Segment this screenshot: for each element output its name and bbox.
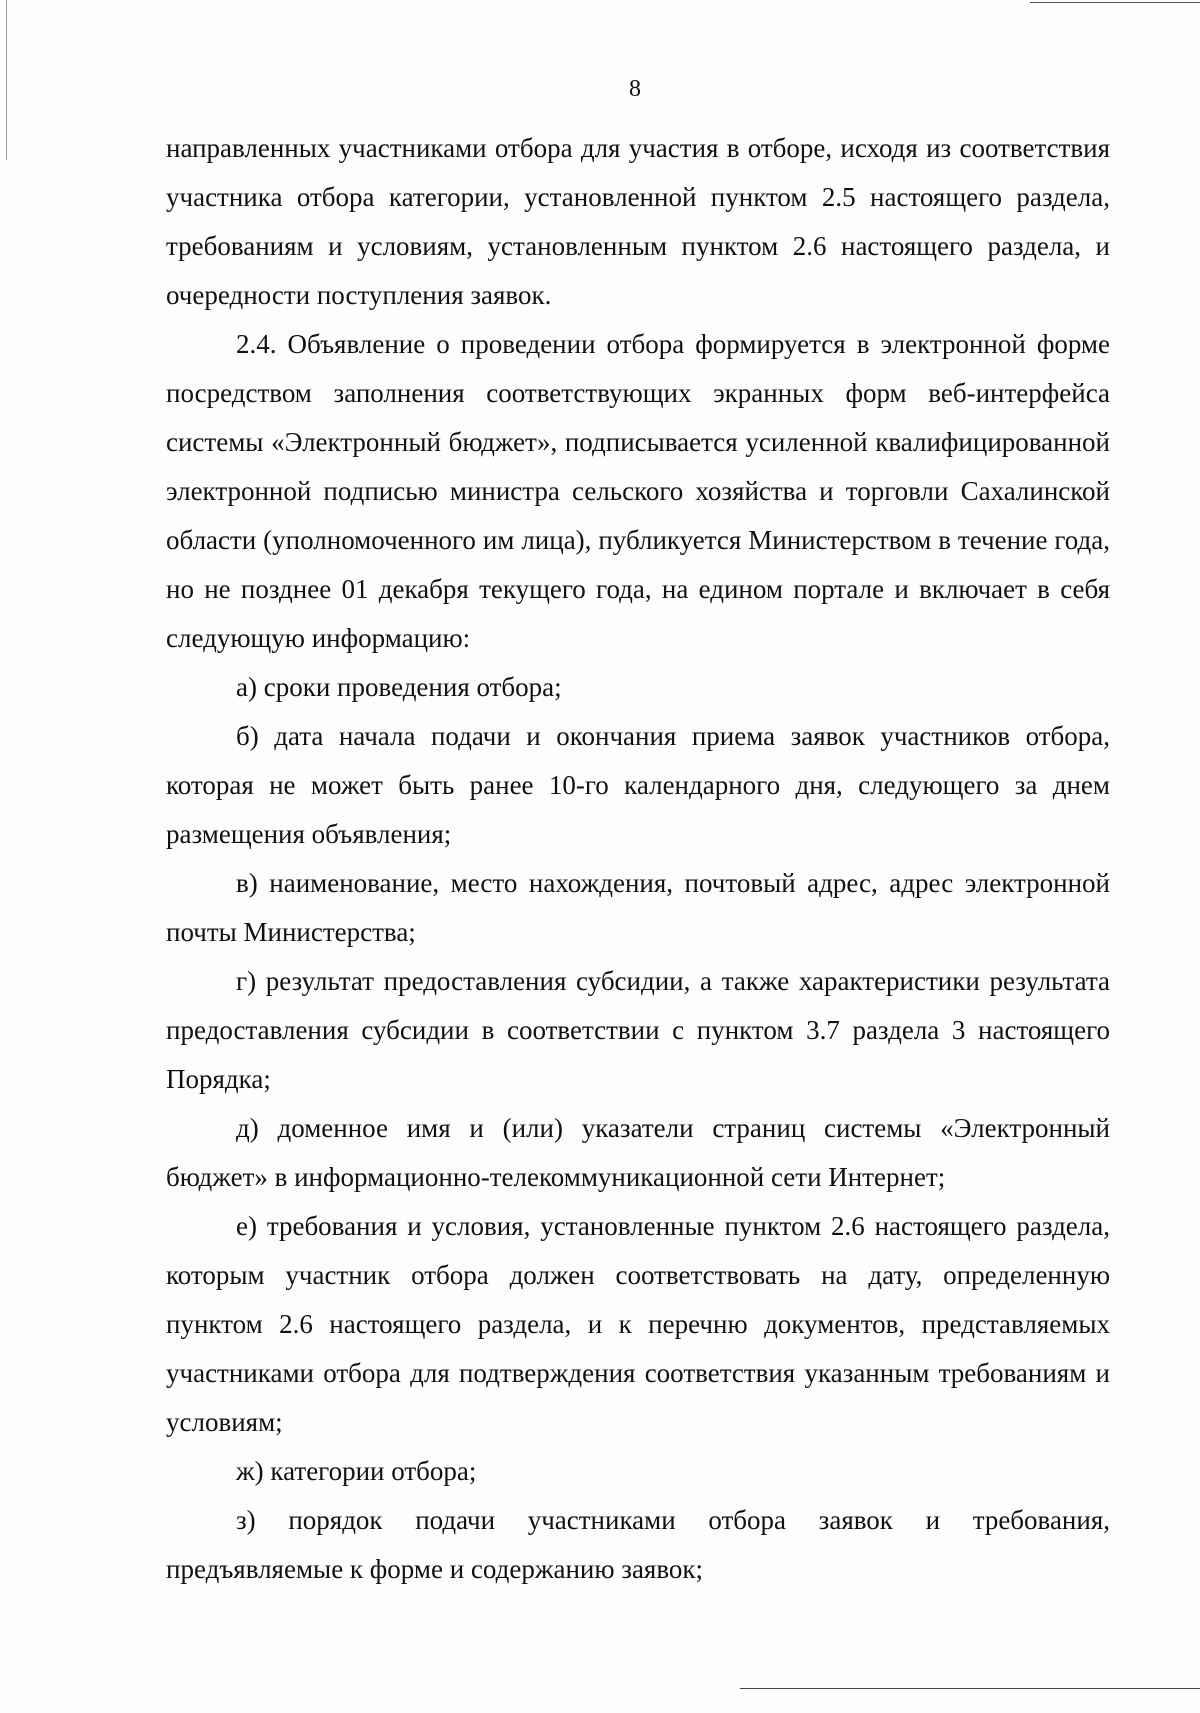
list-item-b: б) дата начала подачи и окончания приема заявок участников отбора, которая не может быть ранее 10-го календарного дня, следующего за днем размещения объявления; bbox=[166, 721, 1110, 849]
list-item-zh: ж) категории отбора; bbox=[236, 1456, 477, 1486]
scan-edge-line-bottom bbox=[740, 1688, 1200, 1689]
page-number: 8 bbox=[629, 76, 641, 102]
document-body bbox=[166, 124, 1110, 1594]
list-item-v: в) наименование, место нахождения, почтовый адрес, адрес электронной почты Министерства; bbox=[166, 868, 1110, 947]
list-item-e: е) требования и условия, установленные пунктом 2.6 настоящего раздела, которым участник отбора должен соответствовать на дату, определенную пунктом 2.6 настоящего раздела, и к перечню документов, представляемых участниками отбора для подтверждения соответствия указанным требованиям и условиям; bbox=[166, 1211, 1110, 1437]
list-item-g: г) результат предоставления субсидии, а также характеристики результата предоставления субсидии в соответствии с пунктом 3.7 раздела 3 настоящего Порядка; bbox=[166, 966, 1110, 1094]
paragraph-continuation: направленных участниками отбора для участия в отборе, исходя из соответствия участника отбора категории, установленной пунктом 2.5 настоящего раздела, требованиям и условиям, установленным пунктом 2.6 настоящего раздела, и очередности поступления заявок. bbox=[166, 133, 1110, 310]
scan-edge-line-top bbox=[1030, 2, 1200, 3]
paragraph-2-4: 2.4. Объявление о проведении отбора формируется в электронной форме посредством заполнения соответствующих экранных форм веб-интерфейса системы «Электронный бюджет», подписывается усиленной квалифицированной электронной подписью министра сельского хозяйства и торговли Сахалинской области (уполномоченного им лица), публикуется Министерством в течение года, но не позднее 01 декабря текущего года, на едином портале и включает в себя следующую информацию: bbox=[166, 329, 1110, 653]
list-item-d: д) доменное имя и (или) указатели страниц системы «Электронный бюджет» в информационно-телекоммуникационной сети Интернет; bbox=[166, 1113, 1110, 1192]
list-item-z: з) порядок подачи участниками отбора заявок и требования, предъявляемые к форме и содержанию заявок; bbox=[166, 1505, 1110, 1584]
list-item-a: а) сроки проведения отбора; bbox=[236, 672, 562, 702]
